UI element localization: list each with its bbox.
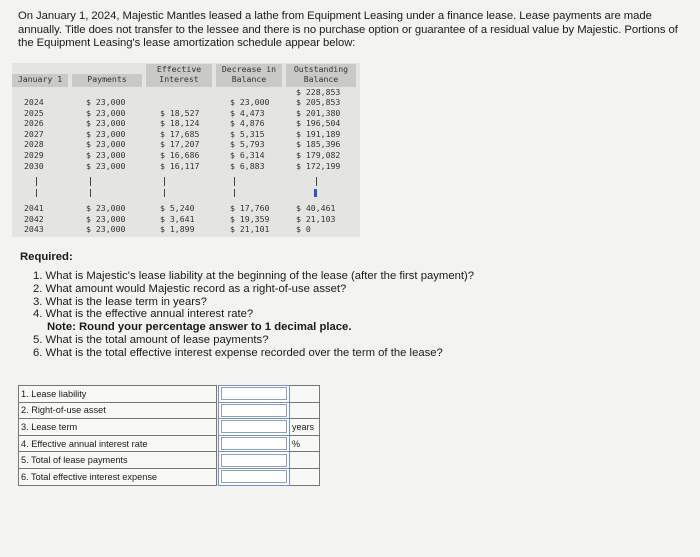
schedule-payment-cell: $ 23,000: [86, 107, 126, 118]
header-interest: [146, 64, 212, 87]
header-interest-line1: Effective: [156, 64, 202, 74]
schedule-decrease-cell: $ 4,473: [230, 107, 265, 118]
schedule-balance-cell: $ 205,853: [296, 97, 341, 107]
schedule-balance-cell: $ 172,199: [296, 160, 341, 171]
question-4: 4. What is the effective annual interest rate?: [33, 308, 254, 321]
ellipsis-decrease-2: [234, 189, 235, 197]
problem-intro: On January 1, 2024, Majestic Mantles leased a lathe from Equipment Leasing under a finance lease. Lease payments are made annually. Title does not transfer to the lessee and there is no purchase option or guarantee of a residual value by Majestic. Portions of the Equipment Leasing's lease amortization schedule appear below:: [18, 10, 678, 50]
header-decrease-line2: Balance: [231, 73, 267, 84]
header-interest-line2: Interest: [159, 73, 199, 84]
schedule-year-cell: 2027: [24, 128, 44, 139]
schedule-year-cell: 2026: [24, 118, 44, 129]
answer-label: 4. Effective annual interest rate: [19, 435, 217, 452]
answer-input[interactable]: [221, 470, 287, 483]
schedule-payment-cell: $ 23,000: [86, 160, 126, 171]
schedule-decrease-cell: $ 6,883: [230, 160, 265, 171]
amortization-schedule: [12, 63, 360, 237]
header-date: [12, 74, 68, 87]
schedule-interest-cell: $ 16,117: [160, 160, 200, 171]
header-payments-label: Payments: [87, 74, 127, 84]
answer-label: 3. Lease term: [19, 419, 217, 436]
header-balance-line1: Outstanding: [293, 64, 349, 74]
schedule-interest-cell: $ 17,685: [160, 128, 200, 139]
schedule-balance-cell: $ 191,189: [296, 128, 341, 139]
answer-input[interactable]: [221, 454, 287, 467]
question-2: 2. What amount would Majestic record as a right-of-use asset?: [33, 282, 347, 295]
schedule-interest-cell: $ 18,527: [160, 107, 200, 118]
schedule-payment-cell: $ 23,000: [86, 128, 126, 139]
answer-row: [19, 419, 320, 436]
schedule-balance-cell: $ 179,082: [296, 150, 341, 160]
answer-unit: [290, 452, 320, 469]
answer-row: [19, 452, 320, 469]
ellipsis-payments: [90, 177, 91, 186]
header-balance: [286, 64, 356, 87]
answer-input[interactable]: [221, 437, 287, 450]
question-list: [33, 270, 474, 360]
schedule-interest-cell: $ 1,899: [160, 224, 195, 235]
answer-unit: [290, 386, 320, 403]
answer-input[interactable]: [221, 387, 287, 400]
schedule-decrease-cell: $ 6,314: [230, 150, 265, 160]
answer-label: 6. Total effective interest expense: [19, 468, 217, 485]
schedule-decrease-cell: $ 5,315: [230, 128, 265, 139]
schedule-year-cell: 2024: [24, 97, 44, 107]
answer-label: 2. Right-of-use asset: [19, 402, 217, 419]
answer-input-cell[interactable]: [219, 386, 290, 403]
schedule-interest-cell: $ 18,124: [160, 118, 200, 129]
answer-row: [19, 468, 320, 485]
schedule-payment-cell: $ 23,000: [86, 203, 126, 213]
schedule-decrease-cell: $ 19,359: [230, 213, 270, 224]
header-balance-line2: Balance: [303, 73, 339, 84]
answer-input[interactable]: [221, 420, 287, 433]
header-date-label: January 1: [17, 74, 63, 84]
header-payments: [72, 74, 142, 87]
answer-label: 1. Lease liability: [19, 386, 217, 403]
question-5: 5. What is the total amount of lease payments?: [33, 333, 269, 346]
ellipsis-balance: [316, 177, 317, 186]
schedule-interest-cell: $ 3,641: [160, 213, 195, 224]
answer-row: [19, 386, 320, 403]
ellipsis-interest-2: [164, 189, 165, 197]
required-title: Required:: [20, 251, 73, 263]
schedule-balance-cell: $ 21,103: [296, 213, 336, 224]
ellipsis-decrease: [234, 177, 235, 186]
answer-unit: years: [290, 419, 320, 436]
schedule-year-cell: 2028: [24, 139, 44, 150]
answer-input[interactable]: [221, 404, 287, 417]
question-1: 1. What is Majestic's lease liability at the beginning of the lease (after the first payment)?: [33, 270, 475, 282]
answer-unit: [290, 468, 320, 485]
schedule-decrease-cell: $ 4,876: [230, 118, 265, 129]
schedule-payment-cell: $ 23,000: [86, 213, 126, 224]
answer-label: 5. Total of lease payments: [19, 452, 217, 469]
ellipsis-balance-highlight: [314, 189, 317, 197]
answer-row: [19, 402, 320, 419]
schedule-interest-cell: $ 17,207: [160, 139, 200, 150]
header-decrease-line1: Decrease in: [221, 64, 277, 74]
schedule-payment-cell: $ 23,000: [86, 97, 126, 107]
schedule-balance-cell: $ 201,380: [296, 107, 341, 118]
schedule-year-cell: 2041: [24, 203, 44, 213]
question-6: 6. What is the total effective interest expense recorded over the term of the lease?: [33, 346, 443, 359]
ellipsis-interest: [164, 177, 165, 186]
schedule-balance-cell: $ 0: [296, 224, 311, 235]
schedule-balance-cell: $ 196,504: [296, 118, 341, 129]
schedule-year-cell: 2025: [24, 107, 44, 118]
schedule-payment-cell: $ 23,000: [86, 118, 126, 129]
schedule-year-cell: 2029: [24, 150, 44, 160]
schedule-payment-cell: $ 23,000: [86, 150, 126, 160]
answer-unit: [290, 402, 320, 419]
schedule-balance-cell: $ 185,396: [296, 139, 341, 150]
question-3: 3. What is the lease term in years?: [33, 295, 207, 308]
answer-input-cell[interactable]: [219, 419, 290, 436]
schedule-year-cell: 2043: [24, 224, 44, 235]
schedule-interest-cell: $ 16,686: [160, 150, 200, 160]
schedule-decrease-cell: $ 17,760: [230, 203, 270, 213]
rounding-note: Note: Round your percentage answer to 1 decimal place.: [47, 321, 352, 334]
initial-balance: $ 228,853: [296, 87, 341, 97]
schedule-year-cell: 2030: [24, 160, 44, 171]
answer-input-cell[interactable]: [219, 452, 290, 469]
schedule-interest-cell: $ 5,240: [160, 203, 195, 213]
schedule-decrease-cell: $ 21,101: [230, 224, 270, 235]
answer-unit: %: [290, 435, 320, 452]
answer-row: [19, 435, 320, 452]
answer-input-cell[interactable]: [219, 435, 290, 452]
ellipsis-payments-2: [90, 189, 91, 197]
answer-input-cell[interactable]: [219, 468, 290, 485]
schedule-year-cell: 2042: [24, 213, 44, 224]
schedule-decrease-cell: $ 23,000: [230, 97, 270, 107]
schedule-payment-cell: $ 23,000: [86, 224, 126, 235]
ellipsis-year: [36, 177, 37, 186]
schedule-decrease-cell: $ 5,793: [230, 139, 265, 150]
schedule-payment-cell: $ 23,000: [86, 139, 126, 150]
schedule-balance-cell: $ 40,461: [296, 203, 336, 213]
header-decrease: [216, 64, 282, 87]
ellipsis-year-2: [36, 189, 37, 197]
answer-input-cell[interactable]: [219, 402, 290, 419]
answer-table: [18, 385, 320, 486]
